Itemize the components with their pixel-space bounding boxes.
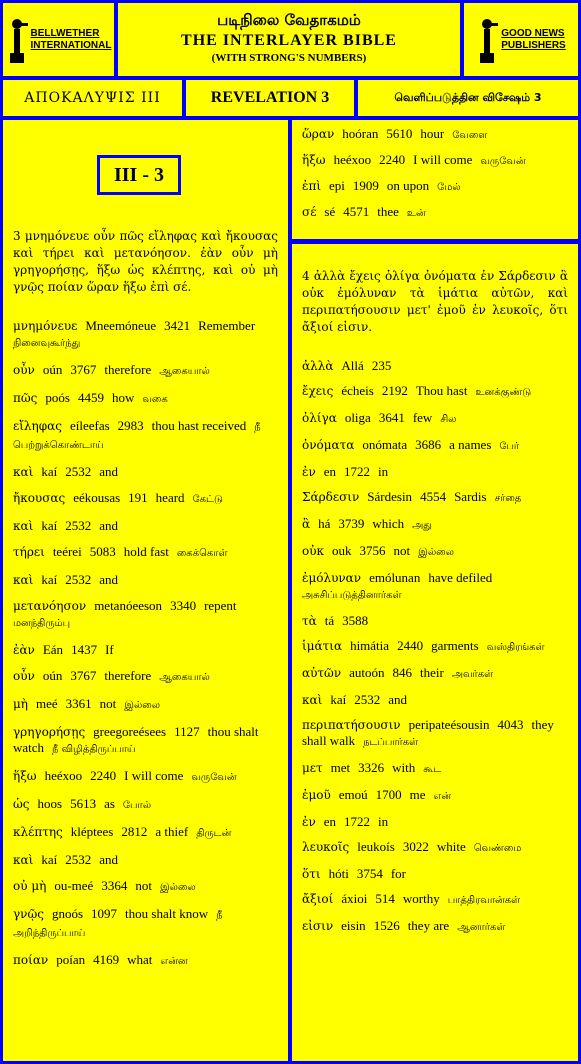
tamil-gloss: மேல்	[437, 182, 461, 193]
word-entry	[302, 839, 568, 857]
transliteration: kaí	[41, 464, 58, 479]
strongs-number: 2532	[65, 464, 92, 479]
english-gloss: me	[409, 787, 426, 802]
strongs-number: 2440	[397, 638, 424, 653]
greek-word: ἐὰν	[13, 643, 35, 657]
word-entry	[302, 543, 568, 561]
transliteration: hóti	[328, 866, 349, 881]
greek-word: ἔχεις	[302, 384, 334, 398]
word-entry	[302, 464, 568, 480]
word-entry	[13, 824, 278, 842]
strongs-number: 3326	[358, 760, 385, 775]
english-gloss: their	[420, 665, 444, 680]
left-logo[interactable]	[3, 3, 114, 76]
strongs-number: 2532	[354, 692, 381, 707]
greek-word: καὶ	[13, 519, 34, 533]
word-entry	[302, 760, 568, 778]
greek-word: ἐμοῦ	[302, 788, 331, 802]
strongs-number: 2532	[65, 518, 92, 533]
transliteration: sé	[324, 204, 336, 219]
english-gloss: heard	[155, 490, 185, 505]
strongs-number: 3754	[356, 866, 383, 881]
word-entry	[13, 490, 278, 508]
greek-word: ποίαν	[13, 953, 49, 967]
english-gloss: and	[99, 852, 118, 867]
strongs-number: 4554	[420, 489, 447, 504]
word-entry	[302, 638, 568, 656]
strongs-number: 5613	[70, 796, 97, 811]
strongs-number: 2983	[117, 418, 144, 433]
transliteration: kaí	[41, 572, 58, 587]
word-entry	[13, 796, 278, 814]
english-gloss: and	[99, 572, 118, 587]
english-gloss: thou shalt watch	[13, 724, 259, 755]
tamil-gloss: போல்	[122, 800, 151, 811]
word-entry	[13, 878, 278, 896]
word-entry	[13, 544, 278, 562]
greek-word: εἴληφας	[13, 419, 62, 433]
strongs-number: 4571	[343, 204, 370, 219]
transliteration: oún	[42, 668, 63, 683]
word-entry	[302, 717, 568, 751]
tamil-gloss: கூட	[423, 764, 442, 775]
greek-word: τὰ	[302, 614, 317, 628]
title-subtitle: (WITH STRONG'S NUMBERS)	[211, 52, 367, 64]
word-entry	[13, 390, 278, 408]
strongs-number: 1909	[352, 178, 379, 193]
english-gloss: hold fast	[123, 544, 169, 559]
greek-word: καὶ	[13, 465, 34, 479]
left-logo-text: BELLWETHER INTERNATIONAL	[30, 27, 112, 51]
strongs-number: 1722	[344, 464, 371, 479]
word-entry	[302, 891, 568, 909]
tamil-gloss: உனக்குண்டு	[475, 387, 532, 398]
transliteration: há	[318, 516, 331, 531]
english-gloss: which	[372, 516, 405, 531]
strongs-number: 3756	[359, 543, 386, 558]
word-list	[13, 318, 278, 970]
greek-word: ὡς	[13, 797, 30, 811]
greek-word: ἤκουσας	[13, 491, 66, 505]
english-gloss: on upon	[386, 178, 430, 193]
english-gloss: not	[393, 543, 411, 558]
word-entry	[13, 724, 278, 758]
english-gloss: I will come	[124, 768, 184, 783]
transliteration: greegoreésees	[93, 724, 167, 739]
word-entry	[13, 464, 278, 480]
left-column	[3, 120, 288, 1061]
strongs-number: 2240	[379, 152, 406, 167]
strongs-number: 3686	[415, 437, 442, 452]
greek-word: ἐμόλυναν	[302, 571, 362, 585]
word-entry	[13, 362, 278, 380]
greek-word: αὐτῶν	[302, 666, 342, 680]
strongs-number: 235	[371, 358, 392, 373]
transliteration: Mneemóneue	[85, 318, 157, 333]
transliteration: poían	[56, 952, 86, 967]
tamil-gloss: அசுசிப்படுத்தினார்கள்	[302, 590, 402, 601]
english-gloss: a names	[449, 437, 492, 452]
word-list	[302, 358, 568, 936]
transliteration: heéxoo	[333, 152, 372, 167]
trumpeter-icon	[6, 15, 28, 65]
greek-word: μὴ	[13, 697, 28, 711]
tamil-gloss: கைக்கொள்	[176, 548, 228, 559]
english-gloss: and	[99, 518, 118, 533]
transliteration: epi	[329, 178, 345, 193]
tamil-gloss: மனந்திரும்பு	[13, 618, 71, 629]
strongs-number: 514	[375, 891, 395, 906]
greek-word: οὐ μὴ	[13, 879, 47, 893]
transliteration: metanóeeson	[94, 598, 163, 613]
word-entry	[302, 787, 568, 805]
header-title-block	[118, 3, 460, 76]
word-entry	[302, 516, 568, 534]
word-entry	[302, 613, 568, 629]
transliteration: hoóran	[342, 126, 379, 141]
transliteration: emólunan	[369, 570, 421, 585]
english-gloss: have defiled	[428, 570, 493, 585]
transliteration: emoú	[338, 787, 368, 802]
transliteration: met	[330, 760, 351, 775]
transliteration: Allá	[341, 358, 364, 373]
english-gloss: I will come	[413, 152, 473, 167]
transliteration: kaí	[330, 692, 347, 707]
word-entry	[302, 692, 568, 708]
strongs-number: 3767	[70, 668, 97, 683]
english-gloss: few	[412, 410, 433, 425]
english-gloss: and	[388, 692, 407, 707]
english-gloss: hour	[420, 126, 445, 141]
greek-book-label: ΑΠΟΚΑΛΥΨΙΣ ΙΙΙ	[3, 80, 182, 116]
english-gloss: white	[436, 839, 466, 854]
strongs-number: 4459	[77, 390, 104, 405]
word-entry	[13, 952, 278, 970]
word-entry	[302, 152, 568, 170]
strongs-number: 5083	[89, 544, 116, 559]
word-entry	[302, 570, 568, 604]
greek-word: Σάρδεσιν	[302, 490, 360, 504]
trumpeter-icon	[476, 15, 498, 65]
transliteration: ou-meé	[54, 878, 94, 893]
tamil-gloss: நினைவுகூர்ந்து	[13, 338, 81, 349]
word-entry	[302, 204, 568, 222]
english-gloss: thee	[377, 204, 399, 219]
greek-word: περιπατήσουσιν	[302, 718, 401, 732]
transliteration: hoos	[37, 796, 63, 811]
greek-word: ἐπὶ	[302, 179, 322, 193]
transliteration: eíleefas	[69, 418, 110, 433]
greek-word: ὀλίγα	[302, 411, 337, 425]
word-entry	[302, 383, 568, 401]
tamil-gloss: நடப்பார்கள்	[363, 737, 419, 748]
greek-word: μετανόησον	[13, 599, 87, 613]
tamil-gloss: வேளை	[452, 130, 488, 141]
strongs-number: 3767	[70, 362, 97, 377]
tamil-gloss: பேர்	[499, 441, 520, 452]
tamil-gloss: ஆகையால்	[159, 366, 210, 377]
english-book-label: REVELATION 3	[186, 80, 354, 116]
english-gloss: not	[135, 878, 152, 893]
word-entry	[302, 358, 568, 374]
greek-word: καὶ	[13, 573, 34, 587]
english-gloss: worthy	[402, 891, 440, 906]
right-bottom-column	[292, 244, 578, 1061]
word-entry	[13, 418, 278, 454]
word-entry	[302, 866, 568, 882]
tamil-gloss: வருவேன்	[480, 156, 526, 167]
greek-word: ὥραν	[302, 127, 335, 141]
tamil-gloss: வெண்மை	[473, 843, 522, 854]
word-entry	[302, 410, 568, 428]
tamil-gloss: சர்தை	[494, 493, 522, 504]
transliteration: kaí	[41, 852, 58, 867]
transliteration: Sárdesin	[367, 489, 413, 504]
greek-word: λευκοῖς	[302, 840, 350, 854]
tamil-gloss: பாத்திரவான்கள்	[447, 895, 521, 906]
word-entry	[13, 318, 278, 352]
tamil-book-label: வெளிப்படுத்தின விசேஷம் 3	[358, 80, 578, 116]
transliteration: autoón	[349, 665, 385, 680]
tamil-gloss: அது	[412, 520, 432, 531]
word-entry	[302, 489, 568, 507]
tamil-gloss: வருவேன்	[191, 772, 237, 783]
strongs-number: 1526	[373, 918, 400, 933]
word-entry	[302, 178, 568, 196]
transliteration: Eán	[42, 642, 64, 657]
strongs-number: 3364	[101, 878, 128, 893]
english-gloss: with	[392, 760, 416, 775]
strongs-number: 2812	[121, 824, 148, 839]
english-gloss: therefore	[104, 668, 152, 683]
english-gloss: they shall walk	[302, 717, 554, 748]
english-gloss: for	[390, 866, 406, 881]
greek-word: ἥξω	[302, 153, 326, 167]
transliteration: écheis	[341, 383, 374, 398]
greek-word: μνημόνευε	[13, 319, 78, 333]
strongs-number: 846	[392, 665, 413, 680]
word-entry	[13, 768, 278, 786]
english-gloss: they are	[407, 918, 450, 933]
greek-word: σέ	[302, 205, 317, 219]
chapter-label: III - 3	[97, 155, 181, 195]
strongs-number: 2240	[90, 768, 117, 783]
english-gloss: If	[105, 642, 114, 657]
transliteration: teérei	[52, 544, 82, 559]
english-gloss: thou hast received	[151, 418, 247, 433]
transliteration: kléptees	[70, 824, 114, 839]
transliteration: eisin	[341, 918, 366, 933]
tamil-gloss: கேட்டு	[192, 494, 223, 505]
english-gloss: therefore	[104, 362, 152, 377]
verse-3-greek: 3 μνημόνευε οὖν πῶς εἴληφας καὶ ἤκουσας καὶ τήρει καὶ μετανόησον. ἐὰν οὖν μὴ γρηγορήσῃς, ἥξω ὡς κλέπτης, καὶ οὐ μὴ γνῷς ποίαν ὥραν ἥξω ἐπὶ σέ.	[13, 229, 278, 294]
greek-word: γρηγορήσῃς	[13, 725, 86, 739]
strongs-number: 1722	[344, 814, 371, 829]
transliteration: en	[323, 814, 337, 829]
tamil-gloss: நீ பெற்றுக்கொண்டாய்	[13, 422, 261, 451]
word-entry	[13, 906, 278, 942]
transliteration: oliga	[344, 410, 371, 425]
greek-word: ἃ	[302, 517, 311, 531]
title-main: THE INTERLAYER BIBLE	[181, 32, 397, 49]
tamil-gloss: இல்லை	[159, 882, 196, 893]
transliteration: ouk	[332, 543, 352, 558]
word-entry	[302, 918, 568, 936]
transliteration: peripateésousin	[408, 717, 490, 732]
greek-word: πῶς	[13, 391, 38, 405]
word-entry	[13, 518, 278, 534]
strongs-number: 3340	[170, 598, 197, 613]
tamil-gloss: என்	[433, 791, 452, 802]
transliteration: tá	[324, 613, 335, 628]
transliteration: eékousas	[73, 490, 121, 505]
english-gloss: what	[127, 952, 153, 967]
transliteration: himátia	[350, 638, 390, 653]
word-entry	[13, 598, 278, 632]
word-entry	[13, 572, 278, 588]
transliteration: onómata	[362, 437, 408, 452]
transliteration: oún	[42, 362, 63, 377]
verse-4-greek: 4 ἀλλὰ ἔχεις ὀλίγα ὀνόματα ἐν Σάρδεσιν ἃ οὐκ ἐμόλυναν τὰ ἱμάτια αὐτῶν, καὶ περιπατήσουσιν μετ' ἐμοῦ ἐν λευκοῖς, ὅτι ἄξιοί εἰσιν.	[302, 269, 568, 334]
strongs-number: 1437	[71, 642, 98, 657]
english-gloss: repent	[204, 598, 237, 613]
greek-word: μετ	[302, 761, 323, 775]
greek-word: οὖν	[13, 669, 35, 683]
english-gloss: and	[99, 464, 118, 479]
english-gloss: not	[99, 696, 117, 711]
greek-word: οὖν	[13, 363, 35, 377]
transliteration: en	[323, 464, 337, 479]
tamil-gloss: அவர்கள்	[451, 669, 494, 680]
strongs-number: 2532	[65, 852, 92, 867]
strongs-number: 1097	[91, 906, 118, 921]
word-entry	[13, 852, 278, 868]
tamil-gloss: நீ அறிந்திருப்பாய்	[13, 910, 223, 939]
word-entry	[13, 642, 278, 658]
english-gloss: in	[378, 464, 389, 479]
transliteration: meé	[36, 696, 58, 711]
greek-word: ἐν	[302, 465, 316, 479]
transliteration: leukoís	[357, 839, 395, 854]
english-gloss: garments	[431, 638, 479, 653]
tamil-gloss: ஆனார்கள்	[457, 922, 506, 933]
strongs-number: 4043	[497, 717, 524, 732]
strongs-number: 3361	[65, 696, 92, 711]
greek-word: κλέπτης	[13, 825, 63, 839]
strongs-number: 2532	[65, 572, 92, 587]
word-entry	[302, 437, 568, 455]
greek-word: καὶ	[13, 853, 34, 867]
transliteration: áxioi	[341, 891, 368, 906]
strongs-number: 5610	[386, 126, 413, 141]
strongs-number: 1127	[174, 724, 200, 739]
greek-word: γνῷς	[13, 907, 44, 921]
strongs-number: 3588	[342, 613, 369, 628]
strongs-number: 1700	[375, 787, 402, 802]
tamil-gloss: வகை	[142, 394, 168, 405]
greek-word: ἥξω	[13, 769, 37, 783]
english-gloss: Thou hast	[415, 383, 468, 398]
english-gloss: Remember	[198, 318, 256, 333]
right-top-column	[292, 120, 578, 239]
transliteration: poós	[45, 390, 70, 405]
transliteration: kaí	[41, 518, 58, 533]
english-gloss: Sardis	[454, 489, 487, 504]
title-tamil: படிநிலை வேதாகமம்	[217, 11, 361, 29]
transliteration: heéxoo	[44, 768, 83, 783]
word-entry	[13, 696, 278, 714]
greek-word: ἄξιοί	[302, 892, 334, 906]
greek-word: ἱμάτια	[302, 639, 343, 653]
tamil-gloss: ஆகையால்	[159, 672, 210, 683]
greek-word: τήρει	[13, 545, 45, 559]
right-logo-text: GOOD NEWS PUBLISHERS	[501, 27, 566, 51]
tamil-gloss: திருடன்	[196, 828, 232, 839]
strongs-number: 3022	[402, 839, 429, 854]
english-gloss: a thief	[155, 824, 189, 839]
tamil-gloss: சில	[440, 414, 457, 425]
tamil-gloss: வஸ்திரங்கள்	[486, 642, 545, 653]
greek-word: εἰσιν	[302, 919, 334, 933]
word-entry	[302, 814, 568, 830]
strongs-number: 4169	[93, 952, 120, 967]
greek-word: ὅτι	[302, 867, 321, 881]
right-logo[interactable]	[464, 3, 578, 76]
greek-word: καὶ	[302, 693, 323, 707]
greek-word: ὀνόματα	[302, 438, 355, 452]
greek-word: ἀλλὰ	[302, 359, 334, 373]
english-gloss: in	[378, 814, 389, 829]
tamil-gloss: என்ன	[160, 956, 188, 967]
strongs-number: 3641	[378, 410, 405, 425]
english-gloss: how	[111, 390, 135, 405]
tamil-gloss: இல்லை	[124, 700, 161, 711]
greek-word: οὐκ	[302, 544, 325, 558]
word-entry	[302, 126, 568, 144]
word-entry	[302, 665, 568, 683]
english-gloss: thou shalt know	[125, 906, 209, 921]
english-gloss: as	[104, 796, 115, 811]
greek-word: ἐν	[302, 815, 316, 829]
tamil-gloss: இல்லை	[418, 547, 454, 558]
word-list	[292, 120, 578, 222]
transliteration: gnoós	[51, 906, 84, 921]
strongs-number: 191	[128, 490, 148, 505]
word-entry	[13, 668, 278, 686]
tamil-gloss: நீ விழித்திருப்பாய்	[52, 744, 136, 755]
strongs-number: 2192	[381, 383, 408, 398]
strongs-number: 3739	[338, 516, 365, 531]
tamil-gloss: உன்	[406, 208, 426, 219]
strongs-number: 3421	[164, 318, 191, 333]
